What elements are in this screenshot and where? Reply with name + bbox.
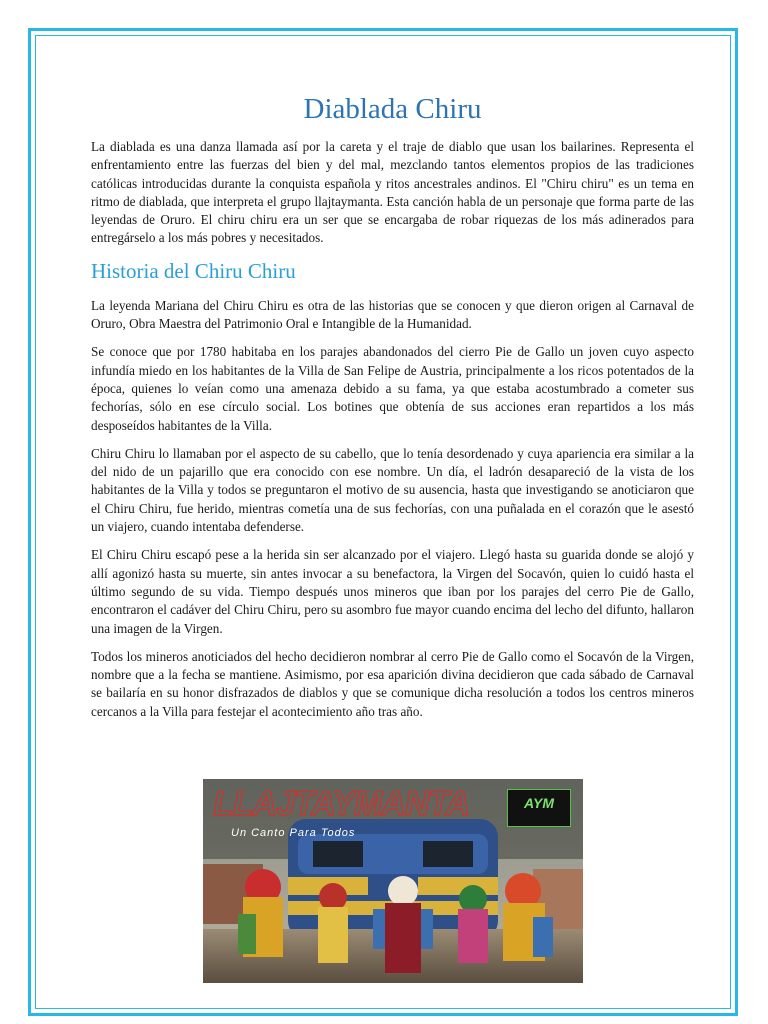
- intro-paragraph: La diablada es una danza llamada así por la careta y el traje de diablo que usan los bailarines. Representa el enfrentamiento entre las fuerzas del bien y del mal, mezclando tantos elementos propios de las tradiciones católicas introducidas durante la conquista española y ritos ancestrales andinos. El "Chiru chiru" es un tema en ritmo de diablada, que interpreta el grupo llajtaymanta. Esta canción habla de un personaje que forma parte de las leyendas de Oruro. El chiru chiru era un ser que se encargaba de robar riquezas de los más adinerados para entregárselo a los más pobres y necesitados.: [91, 139, 694, 246]
- history-paragraph-3: Chiru Chiru lo llamaban por el aspecto de su cabello, que lo tenía desordenado y cuya apariencia era similar a la del nido de un pajarillo que era conocido con ese nombre. Un día, el ladrón desapareció de la vista de los habitantes de la Villa y todos se preguntaron el motivo de su ausencia, hasta que investigando se anoticiaron que el Chiru Chiru, fue herido, mientras cometía una de sus fechorías, con una puñalada en el corazón que le asestó un viajero, cuando intentaba defenderse.: [91, 445, 694, 535]
- band-tagline: Un Canto Para Todos: [231, 827, 356, 839]
- history-paragraph-4: El Chiru Chiru escapó pese a la herida sin ser alcanzado por el viajero. Llegó hasta su guarida donde se alojó y allí agonizó hasta su muerte, sin antes invocar a su benefactora, la Virgen del Socavón, quien lo cuidó hasta el último segundo de su vida. Tiempo después unos mineros que iban por los parajes del cerro Pie de Gallo, encontraron el cadáver del Chiru Chiru, pero su asombro fue mayor cuando encima del lecho del difunto, hallaron una imagen de la Virgen.: [91, 547, 694, 636]
- band-photo: [203, 779, 583, 983]
- studio-badge: AYM: [507, 789, 571, 827]
- history-paragraph-2: Se conoce que por 1780 habitaba en los parajes abandonados del cierro Pie de Gallo un joven cuyo aspecto infundía miedo en los habitantes de la Villa de San Felipe de Austria, principalmente a los ricos potentados de la época, quienes lo veían como una amenaza debido a su fama, ya que estaba acostumbrado a cometer sus fechorías, sólo en ese círculo social. Los botines que obtenía de sus acciones eran repartidos a los más desposeídos habitantes de la Villa.: [91, 344, 694, 433]
- history-paragraph-5: Todos los mineros anoticiados del hecho decidieron nombrar al cerro Pie de Gallo como el Socavón de la Virgen, nombre que a la fecha se mantiene. Asimismo, por esa aparición divina decidieron que cada sábado de Carnaval se bailaría en su honor disfrazados de diablos y que se comunique dicha resolución a todos los centros mineros cercanos a la Villa para festejar el acontecimiento año tras año.: [91, 648, 694, 719]
- band-logo: LLAJTAYMANTA: [213, 785, 470, 823]
- section-heading: Historia del Chiru Chiru: [91, 258, 296, 283]
- history-paragraph-1: La leyenda Mariana del Chiru Chiru es otra de las historias que se conocen y que dieron origen al Carnaval de Oruro, Obra Maestra del Patrimonio Oral e Intangible de la Humanidad.: [91, 297, 694, 332]
- document-body: [91, 90, 694, 731]
- document-title: Diablada Chiru: [303, 93, 482, 125]
